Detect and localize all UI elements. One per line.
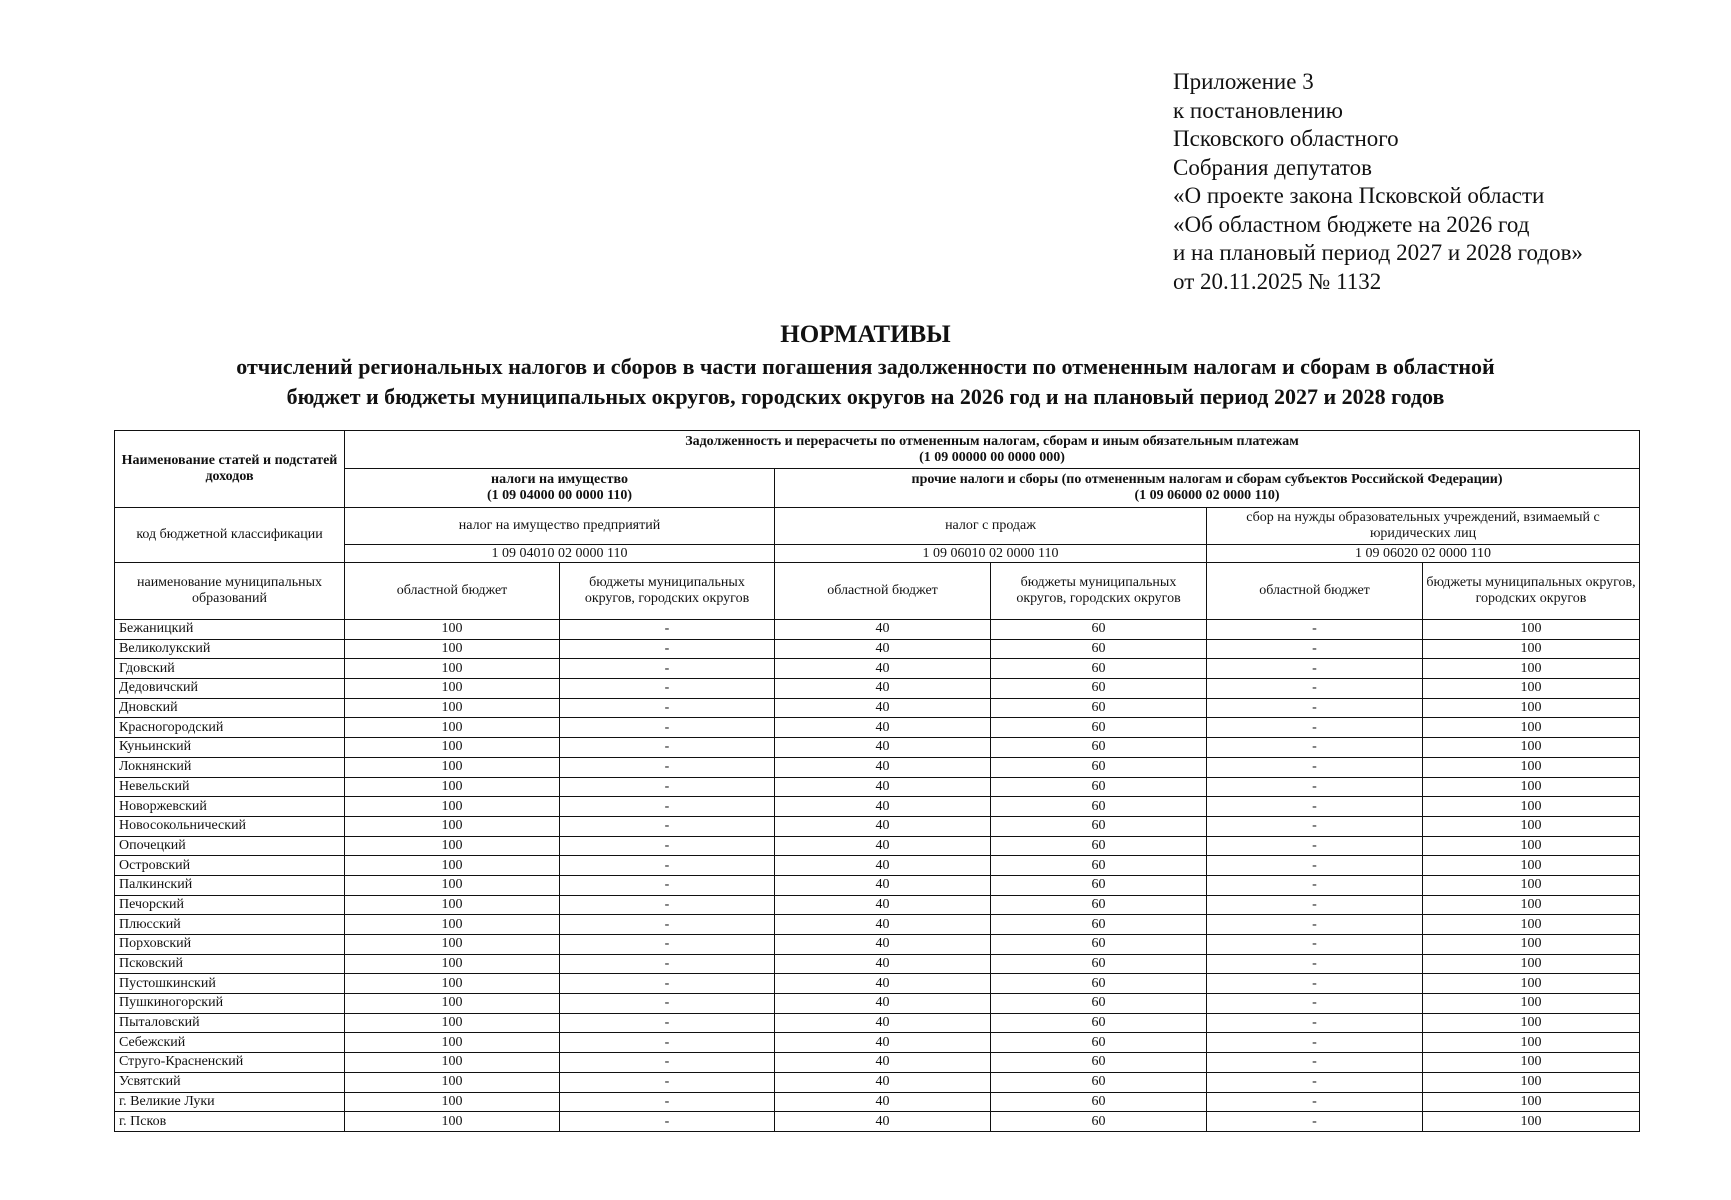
- municipality-name: г. Великие Луки: [115, 1092, 345, 1112]
- norm-value: 40: [775, 994, 991, 1014]
- norm-value: -: [1207, 974, 1423, 994]
- norm-value: 100: [1423, 1013, 1640, 1033]
- norm-value: 40: [775, 738, 991, 758]
- header-municipal-budgets: бюджеты муниципальных округов, городских округов: [560, 563, 775, 620]
- norm-value: 100: [345, 935, 560, 955]
- municipality-name: Дновский: [115, 698, 345, 718]
- norm-value: -: [560, 738, 775, 758]
- norm-value: 100: [1423, 698, 1640, 718]
- norm-value: 60: [991, 816, 1207, 836]
- norm-value: -: [1207, 836, 1423, 856]
- norm-value: 40: [775, 935, 991, 955]
- municipality-name: Пыталовский: [115, 1013, 345, 1033]
- header-municipal-names: наименование муниципальных образований: [115, 563, 345, 620]
- norm-value: 100: [345, 698, 560, 718]
- table-row: [115, 797, 1640, 817]
- header-other-taxes: [775, 469, 1640, 508]
- norm-value: 60: [991, 836, 1207, 856]
- municipality-name: Новосокольнический: [115, 816, 345, 836]
- norm-value: 100: [1423, 935, 1640, 955]
- norm-value: 40: [775, 915, 991, 935]
- table-row: [115, 1053, 1640, 1073]
- norm-value: 60: [991, 757, 1207, 777]
- norm-value: 40: [775, 777, 991, 797]
- norm-value: -: [1207, 797, 1423, 817]
- table-row: [115, 1033, 1640, 1053]
- norm-value: -: [1207, 698, 1423, 718]
- norm-value: 100: [345, 1072, 560, 1092]
- header-articles: Наименование статей и подстатей доходов: [115, 431, 345, 508]
- norm-value: -: [1207, 639, 1423, 659]
- table-row: [115, 836, 1640, 856]
- norm-value: 100: [345, 974, 560, 994]
- norm-value: -: [1207, 915, 1423, 935]
- appendix-line: Псковского областного: [1173, 126, 1399, 151]
- norm-value: 40: [775, 954, 991, 974]
- appendix-line: «О проекте закона Псковской области: [1173, 183, 1545, 208]
- municipality-name: Невельский: [115, 777, 345, 797]
- title-subtitle-line: бюджет и бюджеты муниципальных округов, городских округов на 2026 год и на плановый период 2027 и 2028 годов: [286, 384, 1445, 409]
- norm-value: 100: [1423, 1072, 1640, 1092]
- norm-value: 60: [991, 856, 1207, 876]
- norm-value: 40: [775, 797, 991, 817]
- municipality-name: Усвятский: [115, 1072, 345, 1092]
- norm-value: 40: [775, 816, 991, 836]
- norm-value: 60: [991, 698, 1207, 718]
- municipality-name: Пушкиногорский: [115, 994, 345, 1014]
- document-title: [0, 318, 1731, 412]
- norm-value: 100: [1423, 895, 1640, 915]
- code-education-fee: 1 09 06020 02 0000 110: [1207, 545, 1640, 563]
- header-education-fee: сбор на нужды образовательных учреждений, взимаемый с юридических лиц: [1207, 508, 1640, 545]
- norm-value: 40: [775, 679, 991, 699]
- norm-value: -: [560, 915, 775, 935]
- norm-value: 100: [345, 1033, 560, 1053]
- normatives-table: [114, 430, 1640, 1132]
- norm-value: 100: [1423, 836, 1640, 856]
- norm-value: 100: [1423, 954, 1640, 974]
- appendix-line: «Об областном бюджете на 2026 год: [1173, 211, 1530, 237]
- norm-value: -: [1207, 816, 1423, 836]
- norm-value: -: [560, 1072, 775, 1092]
- municipality-name: Гдовский: [115, 659, 345, 679]
- norm-value: -: [560, 816, 775, 836]
- header-enterprise-tax: налог на имущество предприятий: [345, 508, 775, 545]
- norm-value: -: [560, 994, 775, 1014]
- municipality-name: Новоржевский: [115, 797, 345, 817]
- municipality-name: Печорский: [115, 895, 345, 915]
- norm-value: -: [560, 797, 775, 817]
- title-subtitle-line: отчислений региональных налогов и сборов в части погашения задолженности по отмененным налогам и сборам в областной: [236, 354, 1495, 379]
- table-row: [115, 679, 1640, 699]
- norm-value: 60: [991, 895, 1207, 915]
- table-row: [115, 738, 1640, 758]
- table-row: [115, 875, 1640, 895]
- norm-value: -: [1207, 738, 1423, 758]
- norm-value: 100: [1423, 1112, 1640, 1132]
- header-sales-tax: налог с продаж: [775, 508, 1207, 545]
- norm-value: 40: [775, 1112, 991, 1132]
- norm-value: 40: [775, 1053, 991, 1073]
- norm-value: 100: [1423, 856, 1640, 876]
- norm-value: 100: [345, 757, 560, 777]
- norm-value: 100: [345, 1112, 560, 1132]
- norm-value: 100: [1423, 738, 1640, 758]
- table-row: [115, 757, 1640, 777]
- norm-value: 60: [991, 718, 1207, 738]
- norm-value: 60: [991, 1112, 1207, 1132]
- municipality-name: Красногородский: [115, 718, 345, 738]
- norm-value: -: [560, 895, 775, 915]
- table-row: [115, 935, 1640, 955]
- norm-value: 60: [991, 994, 1207, 1014]
- norm-value: 60: [991, 738, 1207, 758]
- norm-value: 60: [991, 659, 1207, 679]
- table-row: [115, 659, 1640, 679]
- norm-value: -: [560, 679, 775, 699]
- municipality-name: Палкинский: [115, 875, 345, 895]
- norm-value: 60: [991, 974, 1207, 994]
- norm-value: -: [1207, 659, 1423, 679]
- norm-value: 40: [775, 1013, 991, 1033]
- header-municipal-budgets: бюджеты муниципальных округов, городских округов: [1423, 563, 1640, 620]
- appendix-block: [1173, 68, 1583, 296]
- norm-value: 100: [1423, 620, 1640, 640]
- table-row: [115, 974, 1640, 994]
- norm-value: 60: [991, 679, 1207, 699]
- norm-value: 100: [1423, 1053, 1640, 1073]
- norm-value: 100: [345, 1092, 560, 1112]
- norm-value: 60: [991, 1092, 1207, 1112]
- norm-value: -: [1207, 895, 1423, 915]
- norm-value: 100: [1423, 974, 1640, 994]
- norm-value: 60: [991, 620, 1207, 640]
- table-row: [115, 620, 1640, 640]
- header-municipal-budgets: бюджеты муниципальных округов, городских округов: [991, 563, 1207, 620]
- norm-value: 100: [345, 836, 560, 856]
- norm-value: -: [1207, 679, 1423, 699]
- header-debt-code: (1 09 00000 00 0000 000): [919, 449, 1065, 465]
- municipality-name: Опочецкий: [115, 836, 345, 856]
- norm-value: 40: [775, 974, 991, 994]
- norm-value: -: [1207, 620, 1423, 640]
- norm-value: -: [560, 856, 775, 876]
- norm-value: -: [560, 836, 775, 856]
- table-row: [115, 1072, 1640, 1092]
- norm-value: -: [1207, 1013, 1423, 1033]
- norm-value: 60: [991, 915, 1207, 935]
- table-row: [115, 856, 1640, 876]
- norm-value: 40: [775, 836, 991, 856]
- header-kbk: код бюджетной классификации: [115, 508, 345, 563]
- norm-value: -: [560, 1013, 775, 1033]
- norm-value: 100: [345, 1053, 560, 1073]
- norm-value: 100: [1423, 1033, 1640, 1053]
- norm-value: -: [1207, 1112, 1423, 1132]
- table-row: [115, 954, 1640, 974]
- norm-value: -: [560, 698, 775, 718]
- norm-value: 40: [775, 757, 991, 777]
- table-row: [115, 777, 1640, 797]
- norm-value: 100: [1423, 994, 1640, 1014]
- appendix-line: от 20.11.2025 № 1132: [1173, 268, 1382, 294]
- norm-value: -: [1207, 856, 1423, 876]
- norm-value: 60: [991, 935, 1207, 955]
- norm-value: -: [560, 757, 775, 777]
- norm-value: -: [560, 1033, 775, 1053]
- table-row: [115, 816, 1640, 836]
- norm-value: -: [560, 1112, 775, 1132]
- norm-value: 100: [1423, 659, 1640, 679]
- municipality-name: Бежаницкий: [115, 620, 345, 640]
- table-row: [115, 1112, 1640, 1132]
- norm-value: 40: [775, 639, 991, 659]
- municipality-name: Островский: [115, 856, 345, 876]
- title-main: НОРМАТИВЫ: [780, 321, 951, 348]
- table-row: [115, 1092, 1640, 1112]
- norm-value: 40: [775, 620, 991, 640]
- norm-value: -: [560, 935, 775, 955]
- norm-value: -: [560, 974, 775, 994]
- municipality-name: Великолукский: [115, 639, 345, 659]
- norm-value: 100: [1423, 915, 1640, 935]
- norm-value: 40: [775, 875, 991, 895]
- norm-value: -: [1207, 1092, 1423, 1112]
- table-row: [115, 895, 1640, 915]
- norm-value: 40: [775, 1092, 991, 1112]
- norm-value: -: [560, 875, 775, 895]
- municipality-name: Струго-Красненский: [115, 1053, 345, 1073]
- norm-value: -: [1207, 875, 1423, 895]
- header-debt: [345, 431, 1640, 469]
- norm-value: 100: [1423, 718, 1640, 738]
- norm-value: -: [1207, 954, 1423, 974]
- norm-value: 60: [991, 1072, 1207, 1092]
- norm-value: 100: [345, 659, 560, 679]
- norm-value: 100: [1423, 1092, 1640, 1112]
- norm-value: -: [1207, 777, 1423, 797]
- norm-value: 100: [345, 639, 560, 659]
- norm-value: 60: [991, 1053, 1207, 1073]
- municipality-name: Плюсский: [115, 915, 345, 935]
- appendix-line: Приложение 3: [1173, 69, 1314, 94]
- municipality-name: Порховский: [115, 935, 345, 955]
- header-regional-budget: областной бюджет: [345, 563, 560, 620]
- norm-value: 100: [345, 856, 560, 876]
- appendix-line: к постановлению: [1173, 97, 1343, 123]
- table-body: [115, 620, 1640, 1132]
- norm-value: -: [560, 659, 775, 679]
- norm-value: 100: [345, 994, 560, 1014]
- norm-value: 100: [1423, 679, 1640, 699]
- norm-value: 100: [345, 915, 560, 935]
- norm-value: 60: [991, 639, 1207, 659]
- norm-value: 100: [345, 679, 560, 699]
- norm-value: 100: [345, 738, 560, 758]
- norm-value: 60: [991, 1033, 1207, 1053]
- header-property-taxes: [345, 469, 775, 508]
- municipality-name: Куньинский: [115, 738, 345, 758]
- norm-value: 60: [991, 797, 1207, 817]
- norm-value: -: [1207, 718, 1423, 738]
- municipality-name: г. Псков: [115, 1112, 345, 1132]
- municipality-name: Себежский: [115, 1033, 345, 1053]
- norm-value: -: [560, 777, 775, 797]
- norm-value: -: [560, 954, 775, 974]
- header-other-title: прочие налоги и сборы (по отмененным налогам и сборам субъектов Российской Федерации): [911, 472, 1503, 487]
- norm-value: -: [560, 620, 775, 640]
- appendix-line: и на плановый период 2027 и 2028 годов»: [1173, 240, 1583, 265]
- header-property-title: налоги на имущество: [491, 472, 628, 487]
- table-row: [115, 994, 1640, 1014]
- norm-value: 40: [775, 659, 991, 679]
- norm-value: 100: [345, 816, 560, 836]
- norm-value: 40: [775, 856, 991, 876]
- norm-value: -: [1207, 1053, 1423, 1073]
- header-regional-budget: областной бюджет: [775, 563, 991, 620]
- municipality-name: Пустошкинский: [115, 974, 345, 994]
- code-sales-tax: 1 09 06010 02 0000 110: [775, 545, 1207, 563]
- norm-value: -: [1207, 1072, 1423, 1092]
- norm-value: 100: [345, 875, 560, 895]
- municipality-name: Дедовичский: [115, 679, 345, 699]
- table-row: [115, 1013, 1640, 1033]
- norm-value: 100: [345, 1013, 560, 1033]
- norm-value: 60: [991, 777, 1207, 797]
- norm-value: -: [1207, 935, 1423, 955]
- table-row: [115, 718, 1640, 738]
- norm-value: 100: [1423, 816, 1640, 836]
- norm-value: -: [1207, 757, 1423, 777]
- norm-value: -: [1207, 1033, 1423, 1053]
- norm-value: 40: [775, 895, 991, 915]
- appendix-line: Собрания депутатов: [1173, 154, 1372, 180]
- norm-value: 100: [1423, 757, 1640, 777]
- norm-value: 60: [991, 954, 1207, 974]
- table-row: [115, 915, 1640, 935]
- norm-value: 100: [1423, 639, 1640, 659]
- norm-value: -: [560, 1092, 775, 1112]
- norm-value: 100: [1423, 777, 1640, 797]
- municipality-name: Локнянский: [115, 757, 345, 777]
- norm-value: -: [560, 1053, 775, 1073]
- norm-value: -: [560, 718, 775, 738]
- table-row: [115, 698, 1640, 718]
- norm-value: 60: [991, 1013, 1207, 1033]
- norm-value: 100: [345, 954, 560, 974]
- norm-value: 40: [775, 1072, 991, 1092]
- header-debt-title: Задолженность и перерасчеты по отмененным налогам, сборам и иным обязательным платежам: [685, 433, 1299, 449]
- header-other-code: (1 09 06000 02 0000 110): [1134, 488, 1280, 503]
- code-enterprise-tax: 1 09 04010 02 0000 110: [345, 545, 775, 563]
- norm-value: 40: [775, 718, 991, 738]
- norm-value: 100: [345, 718, 560, 738]
- norm-value: 100: [345, 777, 560, 797]
- header-property-code: (1 09 04000 00 0000 110): [486, 488, 633, 503]
- table-row: [115, 639, 1640, 659]
- header-regional-budget: областной бюджет: [1207, 563, 1423, 620]
- norm-value: -: [560, 639, 775, 659]
- norm-value: 40: [775, 698, 991, 718]
- norm-value: 100: [345, 797, 560, 817]
- norm-value: 100: [345, 620, 560, 640]
- norm-value: 100: [1423, 875, 1640, 895]
- norm-value: 100: [345, 895, 560, 915]
- municipality-name: Псковский: [115, 954, 345, 974]
- norm-value: 100: [1423, 797, 1640, 817]
- norm-value: 40: [775, 1033, 991, 1053]
- norm-value: 60: [991, 875, 1207, 895]
- norm-value: -: [1207, 994, 1423, 1014]
